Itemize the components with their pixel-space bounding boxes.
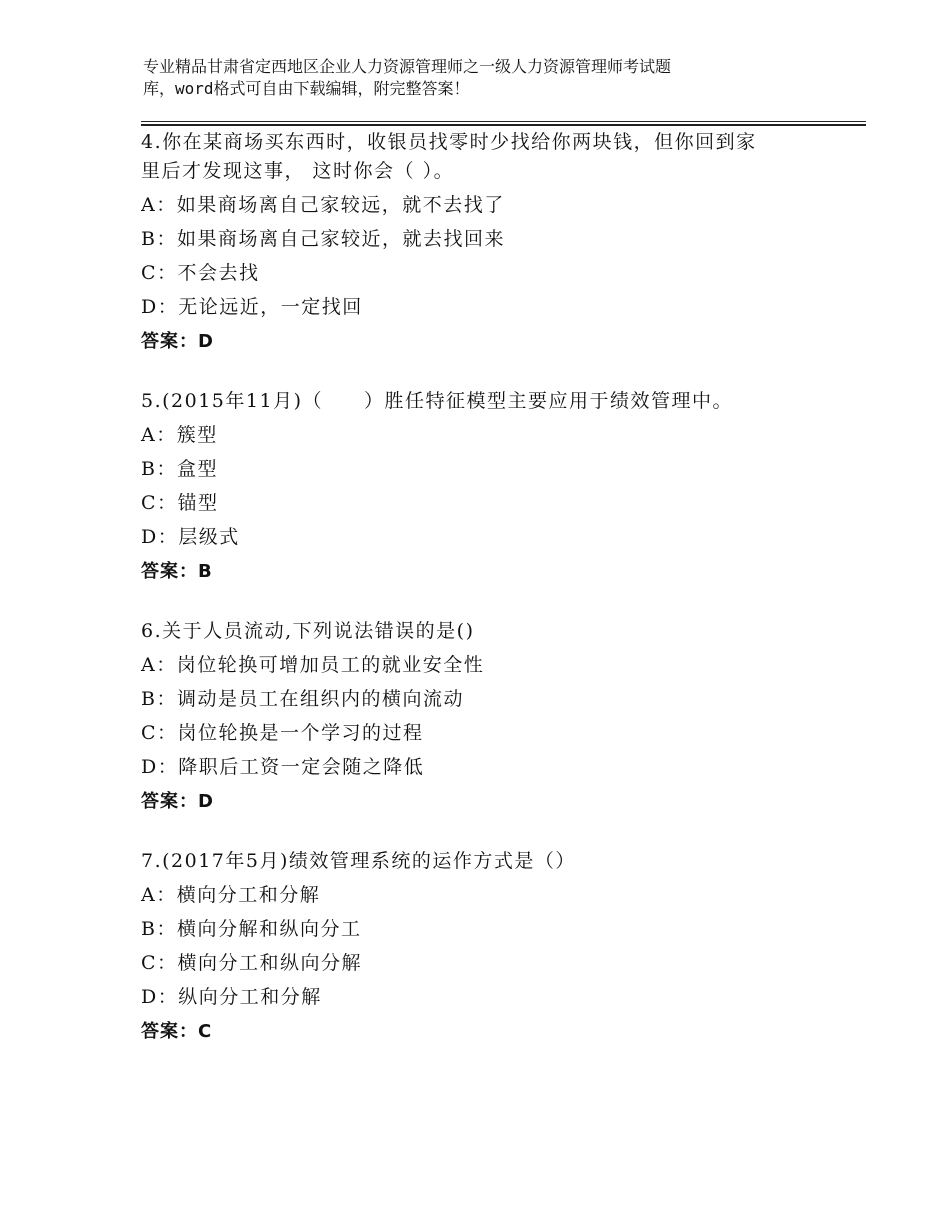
- question-4: [141, 128, 841, 356]
- header-rule-thick: [141, 124, 866, 126]
- header-rule-thin: [141, 121, 866, 122]
- stem-line: 4.你在某商场买东西时，收银员找零时少找给你两块钱，但你回到家: [141, 131, 757, 153]
- option-a: A：岗位轮换可增加员工的就业安全性: [141, 654, 485, 676]
- question-7: [141, 847, 841, 1046]
- option-b: B：如果商场离自己家较近，就去找回来: [141, 228, 505, 250]
- option-a: A：如果商场离自己家较远，就不去找了: [141, 194, 505, 216]
- header-line-1: 专业精品甘肃省定西地区企业人力资源管理师之一级人力资源管理师考试题: [143, 57, 672, 76]
- question-5: [141, 387, 841, 586]
- option-d: D：层级式: [141, 526, 240, 548]
- option-d: D：纵向分工和分解: [141, 986, 322, 1008]
- stem-line: 5.(2015年11月)（ ）胜任特征模型主要应用于绩效管理中。: [141, 390, 733, 412]
- stem-line: 里后才发现这事， 这时你会（ ）。: [141, 160, 455, 182]
- stem-line: 7.(2017年5月)绩效管理系统的运作方式是（）: [141, 850, 576, 872]
- stem-line: 6.关于人员流动,下列说法错误的是(): [141, 620, 475, 642]
- question-stem: [141, 128, 841, 186]
- question-stem: [141, 387, 841, 416]
- option-b: B：调动是员工在组织内的横向流动: [141, 688, 464, 710]
- question-stem: [141, 847, 841, 876]
- option-b: B：盒型: [141, 458, 218, 480]
- question-list: [141, 128, 841, 1077]
- question-stem: [141, 617, 841, 646]
- option-a: A：横向分工和分解: [141, 884, 321, 906]
- header-line-2: 库，word格式可自由下载编辑，附完整答案！: [143, 79, 470, 98]
- option-b: B：横向分解和纵向分工: [141, 918, 362, 940]
- answer: 答案：D: [141, 331, 214, 352]
- option-a: A：簇型: [141, 424, 218, 446]
- question-6: [141, 617, 841, 816]
- option-d: D：降职后工资一定会随之降低: [141, 756, 425, 778]
- answer: 答案：C: [141, 1021, 213, 1042]
- option-c: C：岗位轮换是一个学习的过程: [141, 722, 424, 744]
- option-c: C：锚型: [141, 492, 219, 514]
- answer: 答案：B: [141, 561, 213, 582]
- option-c: C：不会去找: [141, 262, 260, 284]
- answer: 答案：D: [141, 791, 214, 812]
- option-c: C：横向分工和纵向分解: [141, 952, 363, 974]
- option-d: D：无论远近，一定找回: [141, 296, 363, 318]
- document-header: [143, 56, 843, 100]
